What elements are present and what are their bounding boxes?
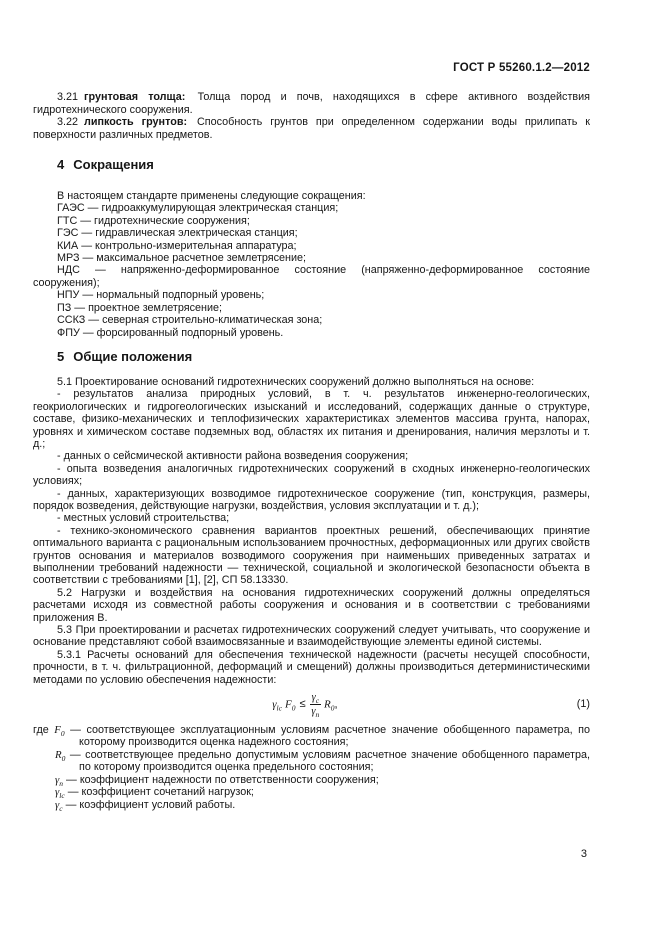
r0-symbol: R — [324, 698, 331, 711]
less-equal-sign: ≤ — [299, 698, 306, 711]
clause-5-1-item: - местных условий строительства; — [57, 512, 230, 525]
clause-5-1-item: - результатов анализа природных условий, в т. ч. результатов инженерно-геологических, геокриологических и гидрогеологических изысканий и исследований, содержащих данные о структуре, составе, физико-механических и теплофизических характеристиках элементов массива грунта, напорах, уровнях и химическом составе подземных вод, областях их питания и дренирования, наличия мерзлоты и т. д.; — [33, 388, 590, 450]
abbr-pz: ПЗ — проектное землетрясение; — [57, 301, 222, 314]
term-definition: Толща пород и почв, находящихся в сфере активного воздействия гидротехнического сооружения. — [33, 91, 591, 116]
abbr-ges: ГЭС — гидравлическая электрическая станция; — [57, 227, 298, 240]
definition-gamma-c: $\gamma_c$ — коэффициент условий работы. — [55, 798, 236, 813]
term-number: 3.22 — [57, 116, 79, 129]
term-title: липкость грунтов: — [84, 116, 188, 129]
gamma-lc-symbol: γ — [272, 698, 277, 711]
f0-symbol: F — [54, 724, 61, 737]
clause-5-1-item: - технико-экономического сравнения вариантов проектных решений, обеспечивающих принятие оптимального варианта с рациональным использованием прочностных, деформационных или других свойств грунтов основания и материалов возводимого сооружения при наименьших приведенных затратах и выполнении требований надежности — технической, социальной и экологической безопасности объекта в соответствии с требованиями [1], [2], СП 58.13330. — [33, 524, 590, 587]
section-title: Сокращения — [73, 157, 154, 173]
section-title: Общие положения — [73, 348, 193, 364]
term-3-22 — [33, 116, 590, 141]
abbr-sskz: ССКЗ — северная строительно-климатическая зона; — [57, 314, 323, 327]
term-number: 3.21 — [57, 91, 79, 104]
abbreviations-intro: В настоящем стандарте применены следующие сокращения: — [57, 190, 366, 203]
definition-gamma-n: $\gamma_n$ — коэффициент надежности по ответственности сооружения; — [55, 773, 379, 788]
page-number: 3 — [580, 848, 587, 860]
clause-5-3-1: 5.3.1 Расчеты оснований для обеспечения технической надежности (расчеты несущей способности, прочности, в т. ч. фильтрационной, деформаций и смещений) должны производиться детерминистическими методами по условию обеспечения надежности: — [33, 648, 590, 686]
gamma-fraction: $\frac{\gamma_c}{\gamma_n}$ — [311, 692, 320, 720]
abbr-gaes: ГАЭС — гидроаккумулирующая электрическая станция; — [57, 202, 339, 215]
formula-number: (1) — [576, 698, 590, 711]
term-3-21 — [33, 91, 590, 116]
abbr-gts: ГТС — гидротехнические сооружения; — [57, 214, 250, 227]
definition-r0: $R_0$ — соответствующее предельно допустимым условиям расчетное значение обобщенного параметра, по которому производится оценка предельного состояния; — [55, 748, 591, 774]
section-4-heading — [57, 157, 590, 172]
abbr-kia: КИА — контрольно-измерительная аппаратура; — [57, 239, 297, 252]
abbr-fpu: ФПУ — форсированный подпорный уровень. — [57, 326, 284, 339]
clause-5-1-item: - данных о сейсмической активности района возведения сооружения; — [57, 450, 409, 463]
abbr-npu: НПУ — нормальный подпорный уровень; — [57, 289, 265, 302]
f0-symbol: F — [285, 698, 292, 711]
formula-1-expression: $\gamma_{lc}$ $F_0$ ≤ $\frac{\gamma_c}{\gamma_n}$ $R_0$, — [272, 692, 338, 720]
section-number: 5 — [57, 348, 65, 364]
clause-5-1-item: - опыта возведения аналогичных гидротехнических сооружений в сходных инженерно-геологических условиях; — [33, 462, 590, 488]
gamma-n-symbol: γ — [55, 773, 60, 786]
abbr-mrz: МРЗ — максимальное расчетное землетрясение; — [57, 252, 307, 265]
gamma-lc-symbol: γ — [55, 786, 60, 799]
section-number: 4 — [57, 157, 65, 173]
term-definition: Способность грунтов при определенном содержании воды прилипать к поверхности различных предметов. — [33, 116, 590, 141]
clause-5-1: 5.1 Проектирование оснований гидротехнических сооружений должно выполняться на основе: — [57, 375, 535, 388]
definition-gamma-lc: $\gamma_{lc}$ — коэффициент сочетаний нагрузок; — [55, 786, 254, 801]
clause-5-2: 5.2 Нагрузки и воздействия на основания гидротехнических сооружений должны определяться расчетами исходя из совместной работы сооружения и основания и в соответствии с требованиями приложения В. — [33, 586, 590, 624]
term-title: грунтовая толща: — [84, 91, 186, 104]
standard-code-header: ГОСТ Р 55260.1.2—2012 — [453, 62, 590, 74]
abbr-nds: НДС — напряженно-деформированное состояние (напряженно-деформированное состояние сооружения); — [33, 264, 590, 289]
definition-f0: где $F_0$ — соответствующее эксплуатационным условиям расчетное значение обобщенного параметра, по которому производится оценка надежного состояния; — [33, 724, 591, 749]
section-5-heading — [57, 349, 590, 364]
clause-5-3: 5.3 При проектировании и расчетах гидротехнических сооружений следует учитывать, что сооружение и основание представляют собой взаимосвязанные и взаимодействующие элементы единой системы. — [33, 624, 590, 649]
formula-1-row — [33, 692, 590, 720]
r0-symbol: R — [55, 748, 62, 761]
gamma-c-symbol: γ — [55, 798, 60, 811]
clause-5-1-item: - данных, характеризующих возводимое гидротехническое сооружение (тип, конструкция, размеры, порядок возведения, действующие нагрузки, воздействия, условия эксплуатации и т. д.); — [33, 487, 590, 512]
